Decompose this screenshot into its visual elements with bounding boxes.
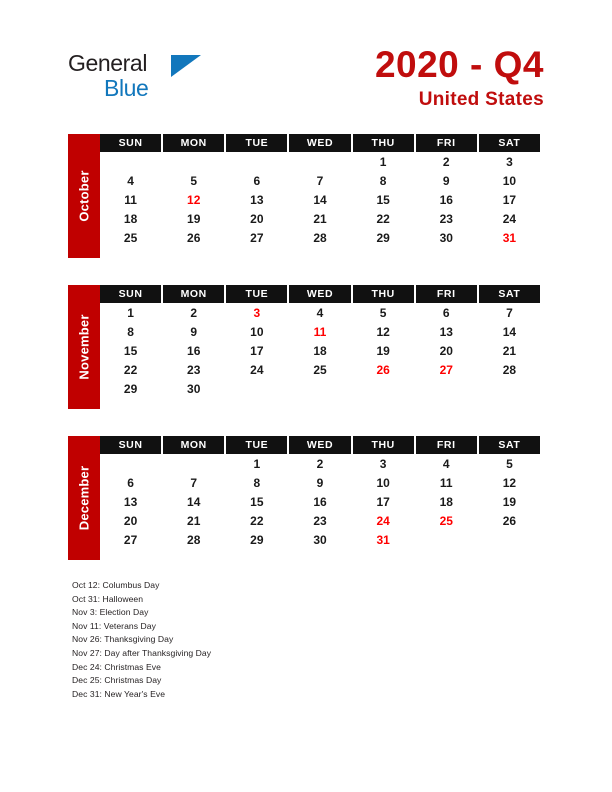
holiday-legend-list (72, 579, 472, 701)
month-name-label: November (76, 314, 92, 380)
weekday-header-mon: MON (163, 285, 224, 303)
holiday-list-item: Nov 3: Election Day (72, 607, 149, 618)
weekday-header-row (100, 436, 540, 454)
month-grid-october (100, 134, 540, 258)
day-cell-empty (479, 530, 540, 549)
day-cell-november-13[interactable]: 13 (439, 324, 453, 339)
day-cell-november-24[interactable]: 24 (250, 362, 264, 377)
day-cell-october-30[interactable]: 30 (439, 230, 453, 245)
day-cell-october-25[interactable]: 25 (123, 230, 138, 245)
day-cell-october-26[interactable]: 26 (187, 230, 201, 245)
month-grid-december (100, 436, 540, 560)
day-cell-november-26[interactable]: 26 (376, 362, 390, 377)
weekday-header-sun: SUN (100, 285, 161, 303)
day-cell-november-12[interactable]: 12 (376, 324, 390, 339)
day-cell-december-20[interactable]: 20 (123, 513, 138, 528)
grid-bottom-padding (100, 247, 540, 258)
day-cell-december-9[interactable]: 9 (316, 475, 324, 490)
day-cell-december-10[interactable]: 10 (376, 475, 390, 490)
day-cell-november-30[interactable]: 30 (187, 381, 201, 396)
day-cell-december-1[interactable]: 1 (253, 456, 261, 471)
day-cell-october-21[interactable]: 21 (313, 211, 327, 226)
logo-text-general: General (68, 50, 148, 76)
weekday-header-thu: THU (353, 436, 414, 454)
grid-bottom-padding (100, 398, 540, 409)
day-cell-empty (479, 379, 540, 398)
logo-text-blue: Blue (104, 75, 149, 101)
weekday-header-sat: SAT (479, 436, 540, 454)
day-cell-december-21[interactable]: 21 (187, 513, 201, 528)
weekday-header-wed: WED (289, 436, 350, 454)
month-name-label: December (76, 465, 92, 531)
day-cell-empty (416, 379, 477, 398)
day-cell-empty (226, 152, 287, 171)
day-cell-december-7[interactable]: 7 (190, 475, 198, 490)
holiday-list-item: Nov 11: Veterans Day (72, 620, 156, 631)
day-cell-empty (163, 454, 224, 473)
day-cell-october-23[interactable]: 23 (439, 211, 453, 226)
weekday-header-wed: WED (289, 285, 350, 303)
day-cell-october-14[interactable]: 14 (313, 192, 327, 207)
day-cell-december-27[interactable]: 27 (123, 532, 138, 547)
month-tab-december (68, 436, 100, 560)
day-cell-december-25[interactable]: 25 (439, 513, 453, 528)
day-cell-november-19[interactable]: 19 (376, 343, 390, 358)
day-cell-november-20[interactable]: 20 (439, 343, 453, 358)
day-cell-december-12[interactable]: 12 (502, 475, 517, 490)
day-cell-empty (353, 379, 414, 398)
holiday-list-item: Dec 25: Christmas Day (72, 675, 162, 686)
day-cell-october-10[interactable]: 10 (502, 173, 517, 188)
month-tab-october (68, 134, 100, 258)
day-cell-december-31[interactable]: 31 (376, 532, 390, 547)
day-cell-october-29[interactable]: 29 (376, 230, 390, 245)
day-cell-november-6[interactable]: 6 (442, 305, 450, 320)
day-cell-october-22[interactable]: 22 (376, 211, 390, 226)
day-cell-empty (100, 454, 161, 473)
weekday-header-wed: WED (289, 134, 350, 152)
day-cell-empty (289, 152, 350, 171)
day-cell-empty (416, 530, 477, 549)
day-cell-december-29[interactable]: 29 (250, 532, 264, 547)
day-cell-december-3[interactable]: 3 (379, 456, 387, 471)
week-row (100, 473, 540, 492)
day-cell-december-26[interactable]: 26 (502, 513, 517, 528)
week-row (100, 341, 540, 360)
day-cell-november-7[interactable]: 7 (506, 305, 513, 320)
day-cell-november-28[interactable]: 28 (502, 362, 517, 377)
day-cell-december-15[interactable]: 15 (250, 494, 264, 509)
day-cell-december-18[interactable]: 18 (439, 494, 453, 509)
weekday-header-fri: FRI (416, 134, 477, 152)
weekday-header-mon: MON (163, 134, 224, 152)
day-cell-october-11[interactable]: 11 (124, 192, 137, 207)
day-cell-october-24[interactable]: 24 (502, 211, 517, 226)
week-row (100, 190, 540, 209)
day-cell-november-27[interactable]: 27 (439, 362, 453, 377)
week-row (100, 228, 540, 247)
day-cell-december-5[interactable]: 5 (506, 456, 513, 471)
weekday-header-row (100, 285, 540, 303)
day-cell-december-8[interactable]: 8 (253, 475, 261, 490)
day-cell-december-2[interactable]: 2 (316, 456, 324, 471)
holiday-list-item: Nov 26: Thanksgiving Day (72, 634, 174, 645)
day-cell-october-8[interactable]: 8 (379, 173, 387, 188)
day-cell-december-14[interactable]: 14 (187, 494, 201, 509)
day-cell-november-5[interactable]: 5 (379, 305, 387, 320)
day-cell-november-2[interactable]: 2 (190, 305, 198, 320)
day-cell-october-6[interactable]: 6 (253, 173, 261, 188)
week-row (100, 360, 540, 379)
day-cell-october-3[interactable]: 3 (506, 154, 513, 169)
week-row (100, 209, 540, 228)
day-cell-december-24[interactable]: 24 (376, 513, 390, 528)
day-cell-october-20[interactable]: 20 (250, 211, 264, 226)
week-row (100, 530, 540, 549)
week-row (100, 492, 540, 511)
day-cell-october-19[interactable]: 19 (187, 211, 201, 226)
week-row (100, 322, 540, 341)
week-row (100, 454, 540, 473)
day-cell-october-1[interactable]: 1 (379, 154, 387, 169)
month-block-november (68, 285, 540, 409)
weekday-header-tue: TUE (226, 285, 287, 303)
weekday-header-tue: TUE (226, 436, 287, 454)
weekday-header-sun: SUN (100, 134, 161, 152)
weekday-header-fri: FRI (416, 436, 477, 454)
day-cell-december-13[interactable]: 13 (123, 494, 138, 509)
general-blue-logo (68, 50, 268, 108)
holiday-list-item: Dec 31: New Year's Eve (72, 688, 166, 699)
month-block-december (68, 436, 540, 560)
day-cell-november-22[interactable]: 22 (123, 362, 138, 377)
weekday-header-thu: THU (353, 285, 414, 303)
day-cell-december-23[interactable]: 23 (313, 513, 327, 528)
week-row (100, 511, 540, 530)
day-cell-december-6[interactable]: 6 (127, 475, 134, 490)
month-tab-november (68, 285, 100, 409)
day-cell-november-11[interactable]: 11 (313, 324, 327, 339)
weekday-header-row (100, 134, 540, 152)
day-cell-empty (289, 379, 350, 398)
page-subtitle: United States (418, 89, 544, 110)
day-cell-december-17[interactable]: 17 (376, 494, 390, 509)
day-cell-october-17[interactable]: 17 (502, 192, 517, 207)
day-cell-october-15[interactable]: 15 (376, 192, 390, 207)
day-cell-november-15[interactable]: 15 (123, 343, 138, 358)
day-cell-empty (226, 379, 287, 398)
weekday-header-sat: SAT (479, 285, 540, 303)
day-cell-november-16[interactable]: 16 (187, 343, 201, 358)
day-cell-empty (163, 152, 224, 171)
weekday-header-mon: MON (163, 436, 224, 454)
holiday-list-item: Oct 31: Halloween (72, 593, 144, 604)
day-cell-october-13[interactable]: 13 (250, 192, 264, 207)
day-cell-october-4[interactable]: 4 (127, 173, 134, 188)
day-cell-december-28[interactable]: 28 (187, 532, 201, 547)
holiday-list-item: Nov 27: Day after Thanksgiving Day (72, 647, 212, 658)
day-cell-november-3[interactable]: 3 (253, 305, 261, 320)
holiday-list-item: Dec 24: Christmas Eve (72, 661, 161, 672)
weekday-header-tue: TUE (226, 134, 287, 152)
day-cell-november-8[interactable]: 8 (127, 324, 134, 339)
day-cell-december-11[interactable]: 11 (439, 475, 453, 490)
weekday-header-sat: SAT (479, 134, 540, 152)
weekday-header-thu: THU (353, 134, 414, 152)
weekday-header-sun: SUN (100, 436, 161, 454)
day-cell-october-16[interactable]: 16 (439, 192, 453, 207)
day-cell-november-14[interactable]: 14 (502, 324, 517, 339)
day-cell-november-1[interactable]: 1 (127, 305, 134, 320)
month-block-october (68, 134, 540, 258)
day-cell-october-9[interactable]: 9 (442, 173, 450, 188)
day-cell-october-5[interactable]: 5 (190, 173, 198, 188)
day-cell-october-31[interactable]: 31 (502, 230, 517, 245)
weekday-header-fri: FRI (416, 285, 477, 303)
day-cell-october-7[interactable]: 7 (316, 173, 324, 188)
day-cell-november-21[interactable]: 21 (502, 343, 517, 358)
day-cell-empty (100, 152, 161, 171)
title-block (375, 44, 544, 112)
week-row (100, 152, 540, 171)
week-row (100, 303, 540, 322)
day-cell-november-25[interactable]: 25 (313, 362, 327, 377)
holiday-list-item: Oct 12: Columbus Day (72, 580, 160, 590)
page-title: 2020 - Q4 (374, 44, 544, 85)
logo-triangle-icon (171, 55, 201, 77)
day-cell-december-16[interactable]: 16 (313, 494, 327, 509)
month-name-label: October (76, 170, 92, 222)
day-cell-october-12[interactable]: 12 (187, 192, 201, 207)
day-cell-november-17[interactable]: 17 (250, 343, 264, 358)
week-row (100, 171, 540, 190)
day-cell-november-23[interactable]: 23 (187, 362, 201, 377)
week-row (100, 379, 540, 398)
day-cell-november-10[interactable]: 10 (250, 324, 264, 339)
day-cell-december-4[interactable]: 4 (442, 456, 450, 471)
day-cell-november-29[interactable]: 29 (123, 381, 138, 396)
day-cell-october-28[interactable]: 28 (313, 230, 327, 245)
day-cell-october-2[interactable]: 2 (442, 154, 450, 169)
day-cell-december-19[interactable]: 19 (502, 494, 517, 509)
day-cell-november-4[interactable]: 4 (316, 305, 324, 320)
day-cell-december-22[interactable]: 22 (250, 513, 264, 528)
month-grid-november (100, 285, 540, 409)
day-cell-december-30[interactable]: 30 (313, 532, 327, 547)
day-cell-october-27[interactable]: 27 (250, 230, 264, 245)
page-header (68, 44, 544, 114)
grid-bottom-padding (100, 549, 540, 560)
day-cell-october-18[interactable]: 18 (123, 211, 138, 226)
day-cell-november-18[interactable]: 18 (313, 343, 327, 358)
day-cell-november-9[interactable]: 9 (190, 324, 198, 339)
